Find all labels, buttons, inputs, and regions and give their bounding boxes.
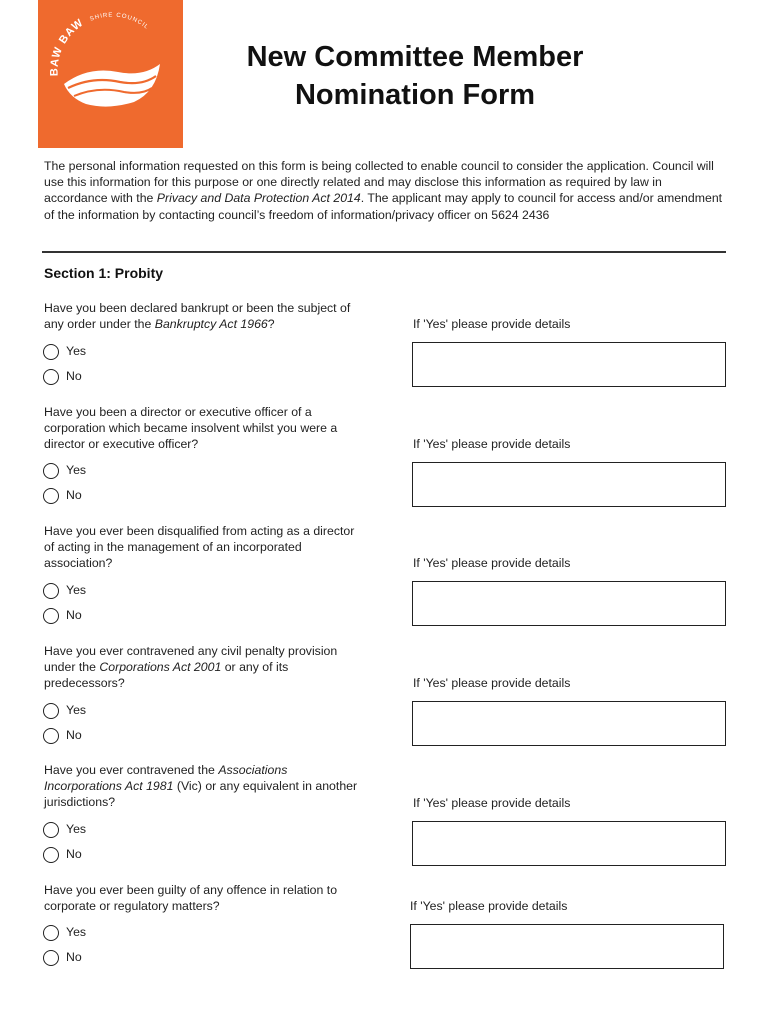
logo-sub-text: SHIRE COUNCIL [89, 12, 150, 32]
radio-no[interactable] [43, 369, 59, 385]
logo-brand-text: BAW BAW [48, 16, 86, 77]
radio-yes-label: Yes [66, 822, 87, 836]
radio-no[interactable] [43, 488, 59, 504]
privacy-notice [44, 158, 724, 223]
radio-yes[interactable] [43, 822, 59, 838]
radio-no-label: No [66, 728, 82, 742]
question-act-name: Bankruptcy Act 1966 [154, 317, 268, 332]
question-civil-penalty [44, 643, 364, 692]
question-disqualified [44, 523, 364, 572]
question-offence [44, 882, 364, 914]
radio-yes[interactable] [43, 703, 59, 719]
radio-no-label: No [66, 488, 82, 502]
svg-text:BAW BAW SHIRE COUNCIL [49, 13, 150, 77]
section-divider [42, 251, 726, 253]
radio-yes-label: Yes [66, 463, 87, 477]
radio-no[interactable] [43, 950, 59, 966]
page-title-line2: Nomination Form [294, 79, 536, 111]
question-text: Have you been a director or executive officer of a corporation which became insolvent whilst you were a director or executive officer? [44, 405, 338, 452]
question-text-end: or any of its predecessors? [44, 660, 289, 691]
radio-no-label: No [66, 847, 82, 861]
details-field[interactable] [412, 701, 726, 746]
radio-yes-label: Yes [66, 925, 87, 939]
question-associations-act [44, 762, 364, 811]
radio-no[interactable] [43, 608, 59, 624]
radio-yes-label: Yes [66, 703, 87, 717]
question-bankruptcy [44, 300, 364, 332]
question-text: Have you ever contravened the [44, 763, 219, 777]
question-act-name: Corporations Act 2001 [99, 660, 222, 675]
question-text: Have you been declared bankrupt or been the subject of any order under the [44, 301, 351, 332]
details-field[interactable] [412, 581, 726, 626]
radio-no-label: No [66, 950, 82, 964]
details-label: If 'Yes' please provide details [413, 317, 571, 331]
details-label: If 'Yes' please provide details [413, 676, 571, 690]
page-title-line1: New Committee Member [246, 41, 584, 73]
radio-yes-label: Yes [66, 583, 87, 597]
privacy-notice-text-1: The personal information requested on this form is being collected to enable council to consider the application. Council will use this information for this purpose or one directly related and may disclose this information as required by law in accordance with the [44, 159, 714, 206]
radio-yes[interactable] [43, 583, 59, 599]
radio-yes[interactable] [43, 344, 59, 360]
details-field[interactable] [412, 821, 726, 866]
details-label: If 'Yes' please provide details [413, 437, 571, 451]
details-field[interactable] [412, 342, 726, 387]
details-label: If 'Yes' please provide details [413, 796, 571, 810]
council-logo [38, 0, 183, 148]
question-insolvent-director [44, 404, 364, 453]
question-text: Have you ever been guilty of any offence in relation to corporate or regulatory matters? [44, 883, 338, 914]
question-text-end: (Vic) or any equivalent in another jurisdictions? [44, 779, 358, 810]
question-act-name: Associations Incorporations Act 1981 [44, 763, 288, 794]
radio-no-label: No [66, 369, 82, 383]
details-field[interactable] [412, 462, 726, 507]
question-text: Have you ever contravened any civil penalty provision under the [44, 644, 338, 675]
page-title [200, 38, 630, 114]
radio-no[interactable] [43, 847, 59, 863]
details-label: If 'Yes' please provide details [413, 556, 571, 570]
details-label: If 'Yes' please provide details [410, 899, 568, 913]
question-text: Have you ever been disqualified from acting as a director of acting in the management of an incorporated association? [44, 524, 355, 571]
privacy-notice-text-2: . The applicant may apply to council for access and/or amendment of the information by contacting council’s freedom of information/privacy officer on 5624 2436 [44, 191, 723, 222]
radio-yes[interactable] [43, 925, 59, 941]
baw-baw-logo-icon [38, 0, 183, 148]
section-title: Section 1: Probity [44, 265, 164, 281]
radio-no-label: No [66, 608, 82, 622]
details-field[interactable] [410, 924, 724, 969]
radio-no[interactable] [43, 728, 59, 744]
radio-yes-label: Yes [66, 344, 87, 358]
privacy-act-name: Privacy and Data Protection Act 2014 [156, 191, 361, 206]
question-text-end: ? [267, 317, 275, 332]
radio-yes[interactable] [43, 463, 59, 479]
